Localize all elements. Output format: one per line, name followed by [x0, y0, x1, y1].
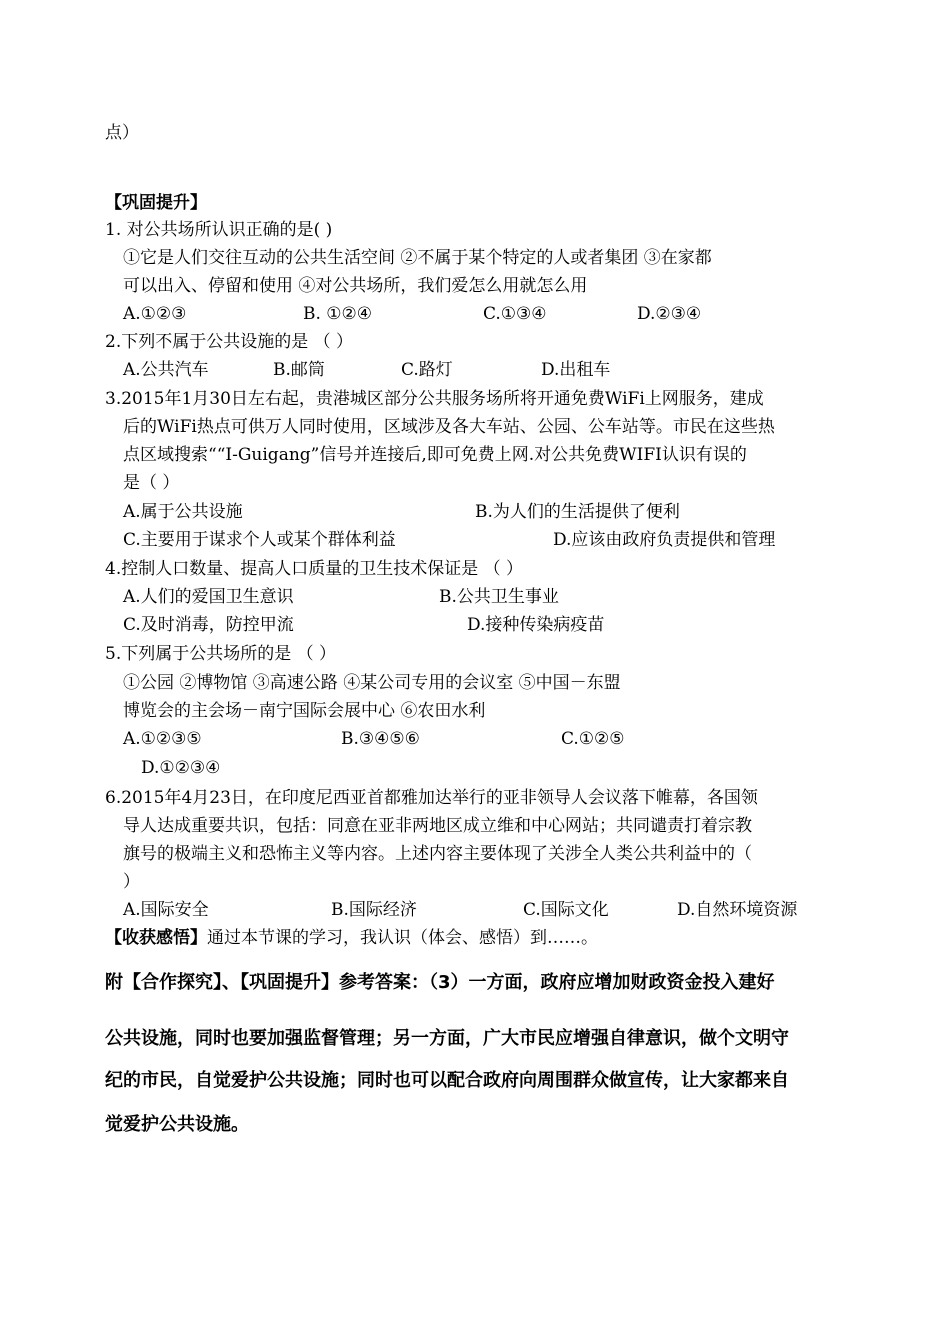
- q3-stem-line-2: 后的WiFi热点可供万人同时使用，区域涉及各大车站、公园、公车站等。市民在这些热: [123, 417, 775, 437]
- q1-statements-line-2: 可以出入、停留和使用 ④对公共场所，我们爱怎么用就怎么用: [123, 276, 588, 296]
- q5-option-d: D.①②③④: [141, 758, 221, 778]
- q3-option-b: B.为人们的生活提供了便利: [475, 502, 680, 522]
- answer-key-line-2: 公共设施，同时也要加强监督管理；另一方面，广大市民应增强自律意识，做个文明守: [105, 1028, 789, 1049]
- q3-stem-line-4: 是（ ）: [123, 473, 180, 493]
- q6-stem-line-3: 旗号的极端主义和恐怖主义等内容。上述内容主要体现了关涉全人类公共利益中的（: [123, 844, 752, 864]
- q6-stem-line-1: 6.2015年4月23日，在印度尼西亚首都雅加达举行的亚非领导人会议落下帷幕，各国领: [105, 788, 758, 808]
- answer-key-line-1: 附【合作探究】、【巩固提升】参考答案：（3）一方面，政府应增加财政资金投入建好: [105, 972, 775, 993]
- section-heading: 【巩固提升】: [105, 193, 207, 213]
- harvest-label: 【收获感悟】: [105, 928, 207, 948]
- q4-stem: 4.控制人口数量、提高人口质量的卫生技术保证是 （ ）: [105, 559, 524, 579]
- q6-option-b: B.国际经济: [331, 900, 417, 920]
- q5-stem: 5.下列属于公共场所的是 （ ）: [105, 644, 337, 664]
- q1-option-d: D.②③④: [637, 304, 702, 324]
- q2-stem: 2.下列不属于公共设施的是 （ ）: [105, 332, 354, 352]
- harvest-line: [105, 927, 598, 949]
- q3-option-a: A.属于公共设施: [123, 502, 243, 522]
- q1-stem: 1. 对公共场所认识正确的是( ): [105, 220, 333, 240]
- q5-items-line-2: 博览会的主会场－南宁国际会展中心 ⑥农田水利: [123, 701, 486, 721]
- q6-option-c: C.国际文化: [523, 900, 609, 920]
- q3-option-d: D.应该由政府负责提供和管理: [553, 530, 776, 550]
- q1-statements-line-1: ①它是人们交往互动的公共生活空间 ②不属于某个特定的人或者集团 ③在家都: [123, 248, 712, 268]
- q2-option-d: D.出租车: [541, 360, 611, 380]
- q4-option-b: B.公共卫生事业: [439, 587, 559, 607]
- q6-option-d: D.自然环境资源: [677, 900, 798, 920]
- q6-option-a: A.国际安全: [123, 900, 209, 920]
- q3-option-c: C.主要用于谋求个人或某个群体利益: [123, 530, 396, 550]
- continued-text-fragment: 点）: [105, 123, 139, 143]
- answer-key-line-4: 觉爱护公共设施。: [105, 1114, 249, 1135]
- q3-stem-line-3: 点区域搜索““I-Guigang”信号并连接后,即可免费上网.对公共免费WIFI认识有误的: [123, 445, 747, 465]
- q1-option-a: A.①②③: [123, 304, 187, 324]
- q5-option-a: A.①②③⑤: [123, 729, 202, 749]
- q2-option-b: B.邮筒: [273, 360, 325, 380]
- answer-key-line-3: 纪的市民，自觉爱护公共设施；同时也可以配合政府向周围群众做宣传，让大家都来自: [105, 1070, 789, 1091]
- q5-option-c: C.①②⑤: [561, 729, 625, 749]
- q4-option-c: C.及时消毒，防控甲流: [123, 615, 294, 635]
- q4-option-d: D.接种传染病疫苗: [467, 615, 605, 635]
- q3-stem-line-1: 3.2015年1月30日左右起，贵港城区部分公共服务场所将开通免费WiFi上网服务，建成: [105, 389, 764, 409]
- q2-option-c: C.路灯: [401, 360, 453, 380]
- harvest-text: 通过本节课的学习，我认识（体会、感悟）到……。: [207, 928, 598, 948]
- q6-stem-line-2: 导人达成重要共识，包括：同意在亚非两地区成立维和中心网站；共同谴责打着宗教: [123, 816, 752, 836]
- q5-option-b: B.③④⑤⑥: [341, 729, 420, 749]
- q5-items-line-1: ①公园 ②博物馆 ③高速公路 ④某公司专用的会议室 ⑤中国－东盟: [123, 673, 621, 693]
- q1-option-b: B. ①②④: [303, 304, 373, 324]
- q2-option-a: A.公共汽车: [123, 360, 209, 380]
- q1-option-c: C.①③④: [483, 304, 547, 324]
- q6-stem-line-4: ）: [123, 872, 140, 892]
- q4-option-a: A.人们的爱国卫生意识: [123, 587, 294, 607]
